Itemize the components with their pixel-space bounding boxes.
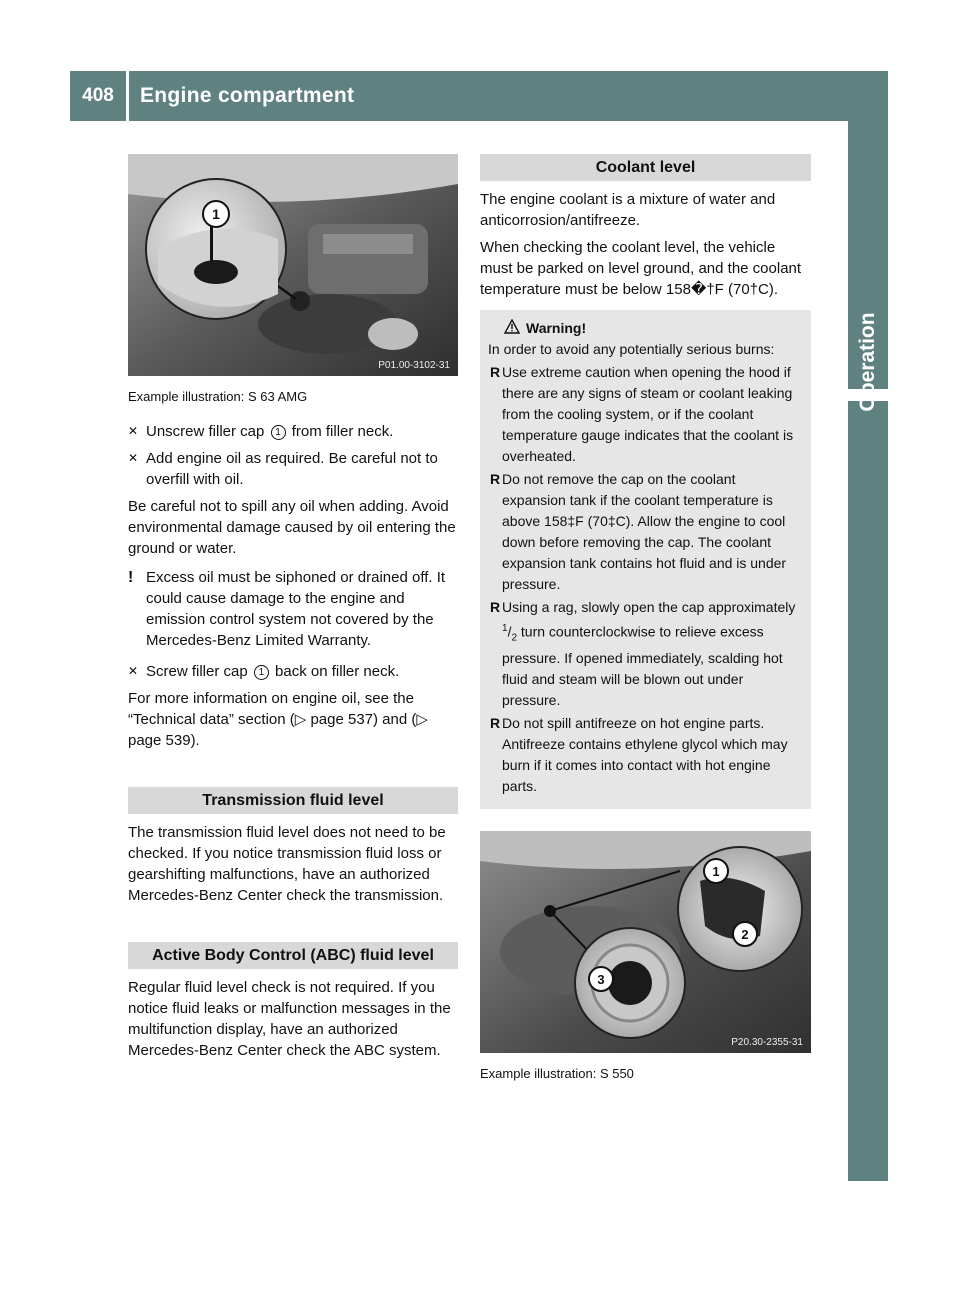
- photo-caption-s550: Example illustration: S 550: [480, 1066, 634, 1082]
- warning-box: [480, 310, 811, 809]
- right-column: [480, 154, 811, 1098]
- step1-text: Unscrew filler cap: [146, 423, 269, 440]
- bullet-icon: R: [490, 599, 501, 615]
- note-text: Excess oil must be siphoned or drained off. It could cause damage to the engine and emission control system not covered by the Mercedes-Benz Limited Warranty.: [146, 569, 446, 649]
- step-arrow-icon: ✕: [128, 664, 139, 678]
- step2-text: Add engine oil as required. Be careful not to overfill with oil.: [146, 450, 438, 488]
- section-heading-abc: Active Body Control (ABC) fluid level: [128, 942, 458, 969]
- svg-text:P20.30-2355-31: P20.30-2355-31: [731, 1037, 803, 1049]
- engine-illustration-s63: [128, 154, 458, 376]
- warning-intro: In order to avoid any potentially serious burns:: [488, 341, 775, 357]
- header-divider: [126, 71, 129, 121]
- svg-text:3: 3: [597, 972, 605, 988]
- side-tab-label: Operation: [856, 312, 879, 412]
- bullet-icon: R: [490, 364, 501, 380]
- callout-1-icon: 1: [254, 665, 269, 680]
- step-unscrew-cap: [128, 421, 458, 442]
- bullet-text: Do not remove the cap on the coolant expansion tank if the coolant temperature is above 158‡F (70‡C). Allow the engine to cool down before removing the cap. The coolant expansion tank contains hot fluid and is under pressure.: [502, 471, 787, 592]
- step3-text: Screw filler cap: [146, 663, 252, 680]
- paragraph-abc: Regular fluid level check is not required. If you notice fluid leaks or malfunction messages in the multifunction display, have an authorized Mercedes-Benz Center check the ABC system.: [128, 979, 451, 1059]
- bullet-text-end: turn counterclockwise to relieve excess pressure. If opened immediately, scalding hot fluid and steam will be blown out under pressure.: [502, 623, 783, 709]
- step3-text-end: back on filler neck.: [270, 663, 400, 680]
- warning-bullet: [488, 713, 803, 797]
- fraction-denominator: 2: [511, 632, 518, 644]
- paragraph-more-info: For more information on engine oil, see the “Technical data” section (▷ page 537) and (▷ page 539).: [128, 690, 428, 749]
- bullet-icon: R: [490, 715, 501, 732]
- bullet-text: Do not spill antifreeze on hot engine parts. Antifreeze contains ethylene glycol which may burn if it comes into contact with hot engine parts.: [502, 715, 788, 795]
- svg-text:1: 1: [712, 864, 720, 880]
- section-heading-coolant: Coolant level: [480, 154, 811, 181]
- engine-photo-s550: [480, 831, 811, 1053]
- side-tab-label-box: [848, 280, 888, 460]
- engine-photo-s63: [128, 154, 458, 376]
- paragraph-spill: Be careful not to spill any oil when adding. Avoid environmental damage caused by oil entering the ground or water.: [128, 498, 456, 557]
- section-heading-transmission: Transmission fluid level: [128, 787, 458, 814]
- step-arrow-icon: ✕: [128, 451, 139, 465]
- warning-bullet: [488, 362, 803, 467]
- warning-bullet: R Using a rag, slowly open the cap approximately $^1/_2$ turn counterclockwise to relieve excess pressure. If opened immediately, scalding hot fluid and steam will be blown out under pressure.: [490, 599, 796, 709]
- engine-illustration-s550: [480, 831, 811, 1053]
- bullet-icon: R: [490, 471, 501, 487]
- svg-text:1: 1: [212, 206, 220, 222]
- paragraph-coolant-check: When checking the coolant level, the vehicle must be parked on level ground, and the coolant temperature must be below 158�†F (70†C).: [480, 239, 802, 298]
- callout-1-icon: 1: [271, 425, 286, 440]
- warning-triangle-icon: [504, 319, 520, 334]
- warning-bullet: [488, 469, 803, 595]
- paragraph-transmission: The transmission fluid level does not need to be checked. If you notice transmission fluid loss or gearshifting malfunctions, have an authorized Mercedes-Benz Center check the transmission.: [128, 824, 446, 904]
- step-add-oil: [128, 448, 458, 490]
- chapter-title: Engine compartment: [140, 84, 355, 107]
- step1-text-end: from filler neck.: [287, 423, 394, 440]
- svg-text:2: 2: [741, 927, 749, 943]
- svg-text:P01.00-3102-31: P01.00-3102-31: [378, 360, 450, 371]
- photo-caption-s63: Example illustration: S 63 AMG: [128, 389, 308, 404]
- step-screw-cap: [128, 661, 458, 682]
- bullet-text: Using a rag, slowly open the cap approximately: [502, 599, 796, 615]
- fraction-numerator: 1: [502, 623, 508, 634]
- paragraph-coolant-mixture: The engine coolant is a mixture of water and anticorrosion/antifreeze.: [480, 191, 776, 229]
- bullet-text: Use extreme caution when opening the hood if there are any signs of steam or coolant leaking from the cooling system, or if the coolant temperature gauge indicates that the coolant is overheated.: [502, 364, 794, 464]
- warning-title: [526, 318, 803, 339]
- page-number: 408: [82, 85, 114, 106]
- left-column: [128, 154, 458, 1067]
- warning-title-text: Warning!: [526, 320, 587, 336]
- exclamation-icon: !: [128, 569, 134, 586]
- note-excess-oil: [128, 567, 458, 651]
- step-arrow-icon: ✕: [128, 424, 139, 438]
